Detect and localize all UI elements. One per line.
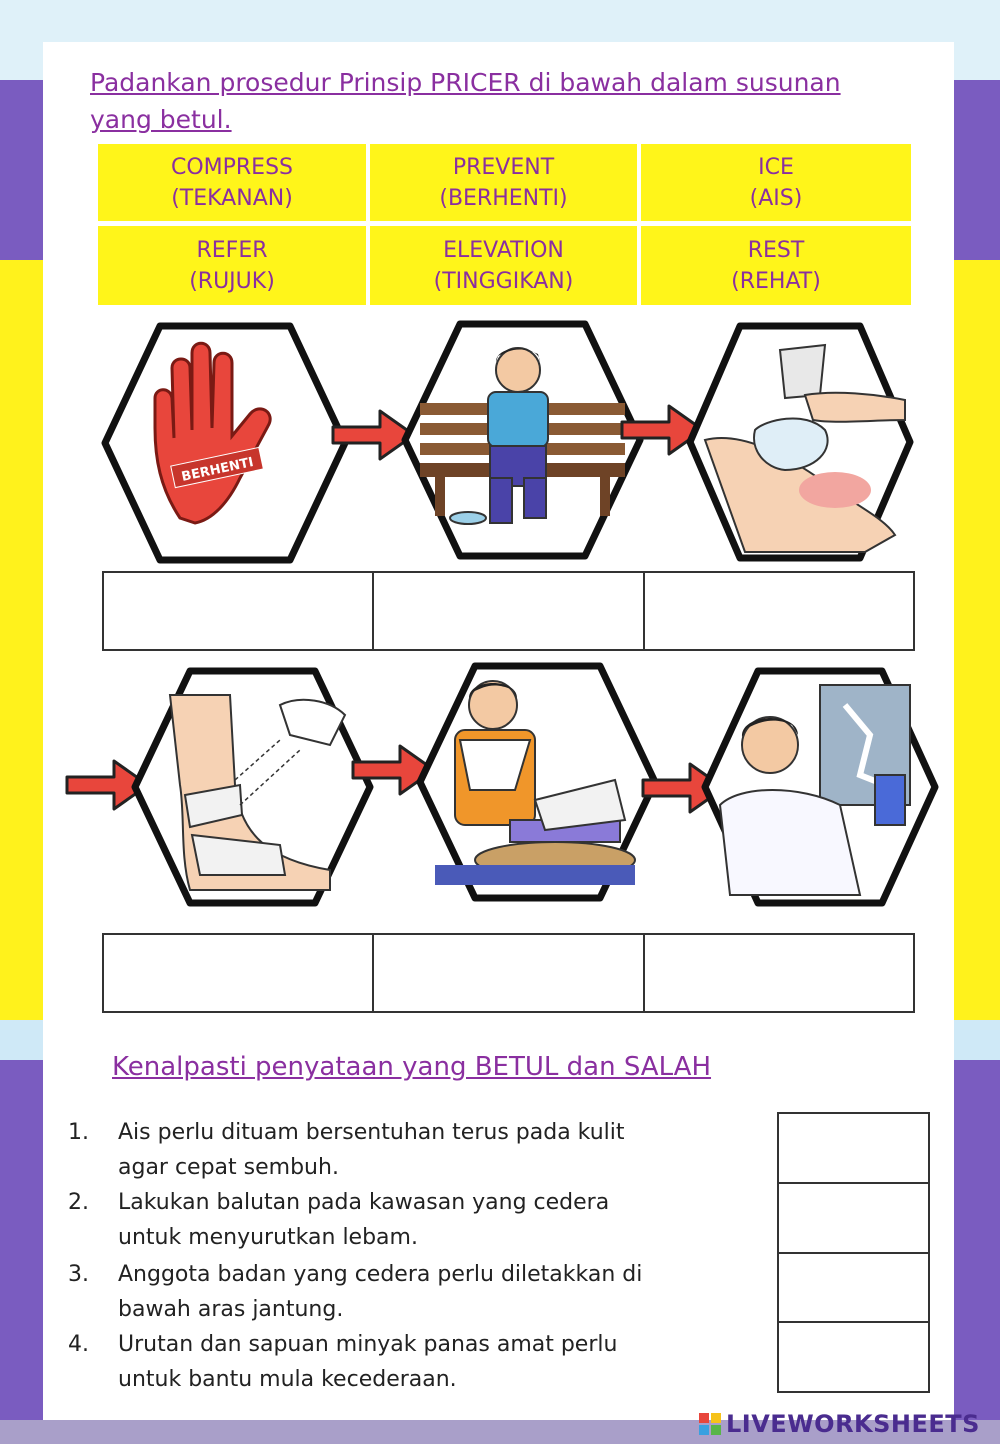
statement-4 — [68, 1327, 768, 1397]
answer-drop-zone[interactable] — [104, 573, 374, 649]
answer-drop-zone[interactable] — [374, 935, 644, 1011]
true-false-box[interactable] — [779, 1184, 928, 1254]
statement-number: 2. — [68, 1190, 89, 1215]
answer-drop-zone[interactable] — [374, 573, 644, 649]
background-stripe — [950, 260, 1000, 1020]
term-prevent[interactable] — [370, 144, 637, 221]
hand-stop-illustration — [100, 318, 350, 568]
answer-drop-zone[interactable] — [645, 573, 913, 649]
term-ms: (REHAT) — [731, 268, 821, 294]
statement-1 — [68, 1115, 768, 1185]
statement-line: Lakukan balutan pada kawasan yang cedera — [118, 1190, 610, 1215]
answer-drop-zone[interactable] — [104, 935, 374, 1011]
term-ice[interactable] — [641, 144, 911, 221]
statement-line: untuk menyurutkan lebam. — [118, 1225, 418, 1250]
term-ms: (BERHENTI) — [439, 185, 568, 211]
hand-stop-label: BERHENTI — [180, 455, 255, 485]
term-en: ICE — [758, 154, 794, 180]
statement-number: 3. — [68, 1262, 89, 1287]
answer-drop-zone[interactable] — [645, 935, 913, 1011]
statement-line: Urutan dan sapuan minyak panas amat perlu — [118, 1332, 618, 1357]
liveworksheets-logo-icon — [698, 1412, 722, 1436]
term-rest[interactable] — [641, 226, 911, 305]
answer-row-2 — [102, 933, 915, 1013]
term-elevation[interactable] — [370, 226, 637, 305]
term-en: ELEVATION — [443, 237, 564, 263]
statement-line: untuk bantu mula kecederaan. — [118, 1367, 457, 1392]
true-false-box[interactable] — [779, 1323, 928, 1391]
refer-doctor-illustration — [700, 665, 940, 910]
statement-number: 4. — [68, 1332, 89, 1357]
instruction-title: Padankan prosedur Prinsip PRICER di bawah dalam susunan yang betul. — [90, 68, 841, 134]
term-compress[interactable] — [98, 144, 366, 221]
answer-row-1 — [102, 571, 915, 651]
statement-2 — [68, 1185, 768, 1255]
true-false-box[interactable] — [779, 1114, 928, 1184]
elevation-sling-illustration — [415, 660, 660, 905]
liveworksheets-brand[interactable] — [698, 1407, 980, 1441]
section-title: Kenalpasti penyataan yang BETUL dan SALAH — [112, 1052, 712, 1082]
term-ms: (AIS) — [749, 185, 803, 211]
statement-line: Ais perlu dituam bersentuhan terus pada kulit — [118, 1120, 625, 1145]
compress-bandage-illustration — [130, 665, 375, 910]
term-grid — [98, 144, 911, 305]
statement-line: bawah aras jantung. — [118, 1297, 344, 1322]
term-en: REFER — [196, 237, 268, 263]
statement-line: agar cepat sembuh. — [118, 1155, 339, 1180]
term-ms: (TINGGIKAN) — [433, 268, 574, 294]
term-ms: (RUJUK) — [189, 268, 275, 294]
rest-bench-illustration — [400, 318, 645, 563]
term-en: COMPRESS — [170, 154, 294, 180]
term-ms: (TEKANAN) — [171, 185, 293, 211]
statement-line: Anggota badan yang cedera perlu diletakkan di — [118, 1262, 643, 1287]
term-en: PREVENT — [452, 154, 555, 180]
term-en: REST — [747, 237, 805, 263]
true-false-box[interactable] — [779, 1254, 928, 1324]
term-refer[interactable] — [98, 226, 366, 305]
brand-name: LIVEWORKSHEETS — [726, 1410, 980, 1438]
statement-number: 1. — [68, 1120, 89, 1145]
background-stripe — [950, 1020, 1000, 1060]
ice-pack-illustration — [685, 320, 915, 565]
true-false-answers — [777, 1112, 930, 1393]
statement-3 — [68, 1257, 768, 1327]
